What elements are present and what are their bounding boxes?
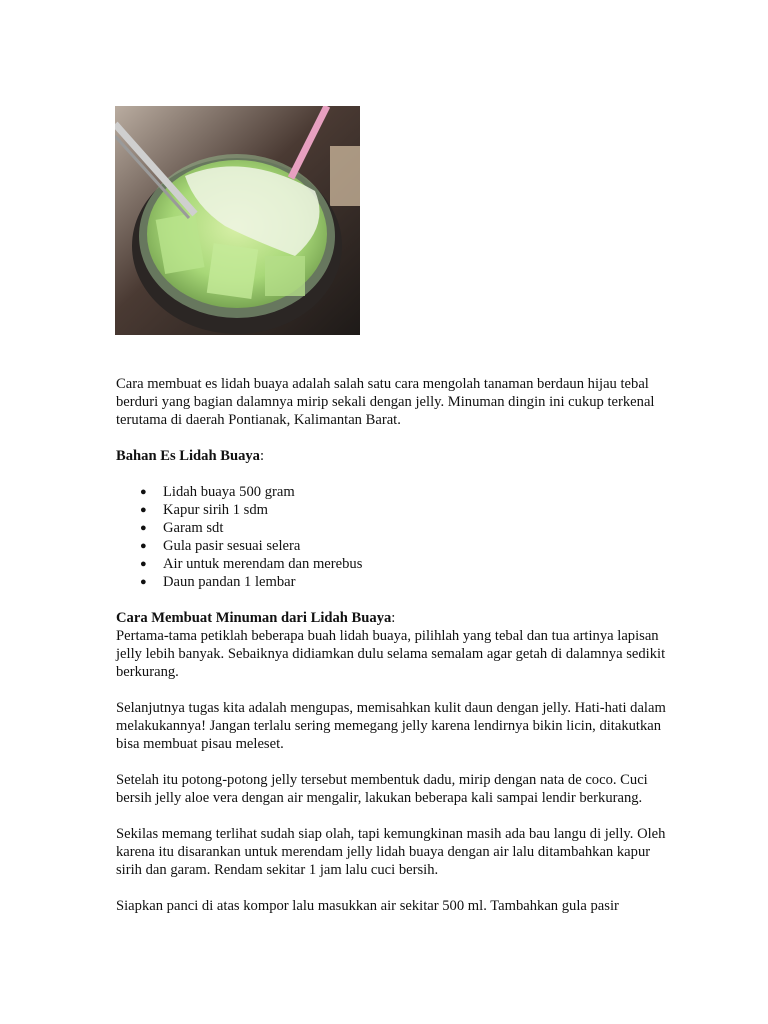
drink-photo-icon bbox=[115, 106, 360, 335]
list-item bbox=[116, 537, 676, 555]
ingredients-list bbox=[116, 483, 676, 591]
bullet-icon: ● bbox=[140, 540, 147, 552]
ingredient-text: Garam sdt bbox=[163, 520, 224, 536]
ingredient-text: Kapur sirih 1 sdm bbox=[163, 502, 268, 518]
ingredients-heading-colon: : bbox=[259, 448, 265, 464]
list-item bbox=[116, 519, 676, 537]
ingredient-text: Gula pasir sesuai selera bbox=[163, 538, 301, 554]
ingredients-heading bbox=[116, 447, 676, 465]
list-item bbox=[116, 501, 676, 519]
bullet-icon: ● bbox=[140, 558, 147, 570]
method-paragraph: Pertama-tama petiklah beberapa buah lidah buaya, pilihlah yang tebal dan tua artinya lapisan jelly lebih banyak. Sebaiknya didiamkan dulu selama semalam agar getah di dalamnya sedikit berkurang. bbox=[116, 628, 666, 680]
ingredient-text: Air untuk merendam dan merebus bbox=[163, 556, 363, 572]
bullet-icon: ● bbox=[140, 486, 147, 498]
intro-paragraph: Cara membuat es lidah buaya adalah salah satu cara mengolah tanaman berdaun hijau tebal berduri yang bagian dalamnya mirip sekali dengan jelly. Minuman dingin ini cukup terkenal terutama di daerah Pontianak, Kalimantan Barat. bbox=[116, 376, 655, 428]
method-paragraph: Selanjutnya tugas kita adalah mengupas, memisahkan kulit daun dengan jelly. Hati-hati dalam melakukannya! Jangan terlalu sering memegang jelly karena lendirnya bikin licin, ditakutkan bisa membuat pisau meleset. bbox=[116, 700, 666, 752]
method-paragraph: Setelah itu potong-potong jelly tersebut membentuk dadu, mirip dengan nata de coco. Cuci bersih jelly aloe vera dengan air mengalir, lakukan beberapa kali sampai lendir berkurang. bbox=[116, 772, 648, 806]
list-item bbox=[116, 573, 676, 591]
method-heading bbox=[116, 609, 676, 627]
method-heading-text: Cara Membuat Minuman dari Lidah Buaya bbox=[116, 610, 392, 626]
bullet-icon: ● bbox=[140, 504, 147, 516]
ingredients-heading-text: Bahan Es Lidah Buaya bbox=[116, 448, 260, 464]
list-item bbox=[116, 555, 676, 573]
drink-photo bbox=[115, 106, 360, 335]
bullet-icon: ● bbox=[140, 576, 147, 588]
ingredient-text: Lidah buaya 500 gram bbox=[163, 484, 295, 500]
list-item bbox=[116, 483, 676, 501]
method-heading-colon: : bbox=[391, 610, 396, 626]
article-body bbox=[116, 375, 676, 933]
bullet-icon: ● bbox=[140, 522, 147, 534]
method-paragraph: Sekilas memang terlihat sudah siap olah, tapi kemungkinan masih ada bau langu di jelly. Oleh karena itu disarankan untuk merendam jelly lidah buaya dengan air lalu ditambahkan kapur sirih dan garam. Rendam sekitar 1 jam lalu cuci bersih. bbox=[116, 826, 666, 878]
ingredient-text: Daun pandan 1 lembar bbox=[163, 574, 296, 590]
method-paragraph: Siapkan panci di atas kompor lalu masukkan air sekitar 500 ml. Tambahkan gula pasir bbox=[116, 898, 619, 914]
